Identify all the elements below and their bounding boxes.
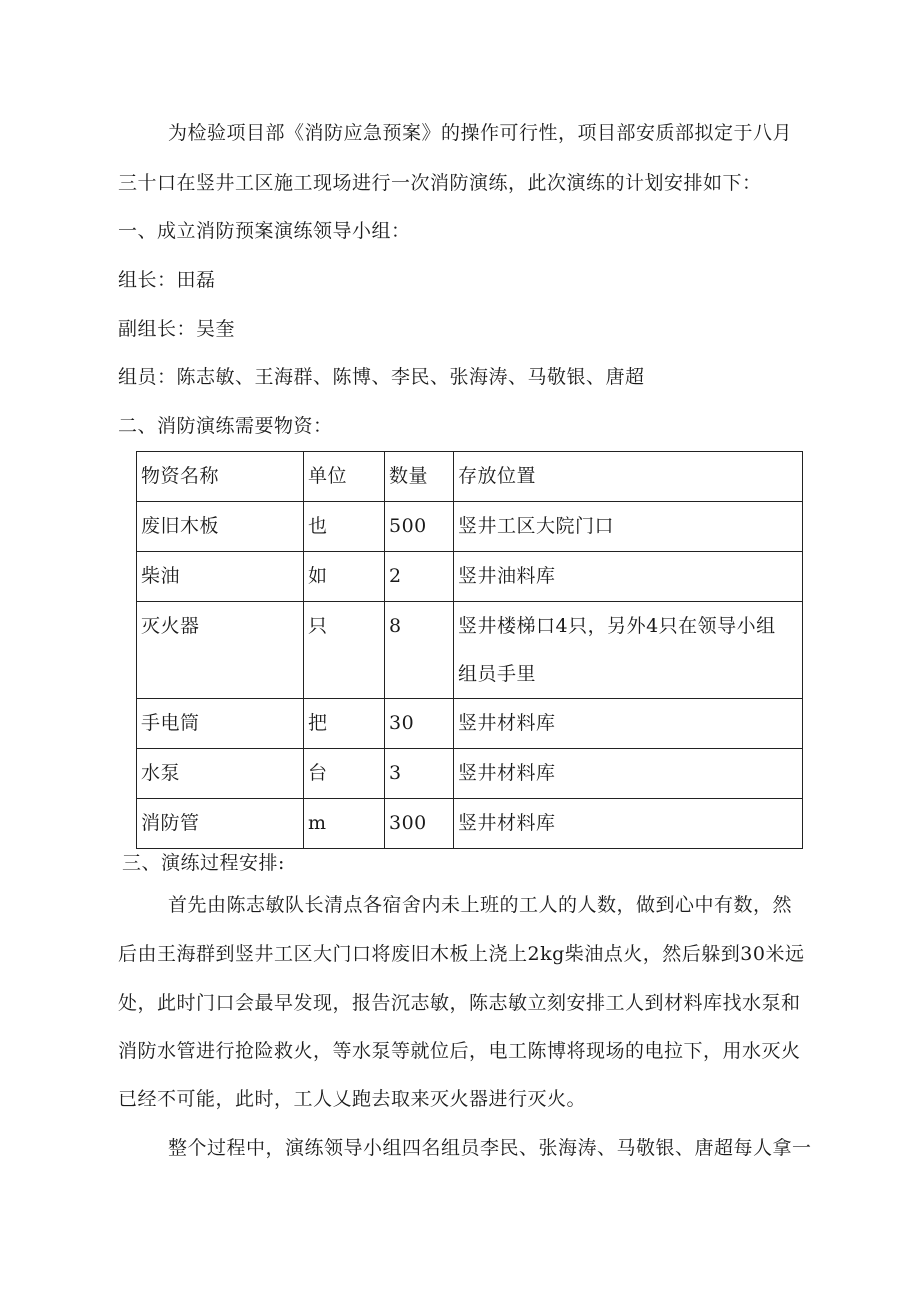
paragraph-line: 处，此时门口会最早发现，报告沉志敏，陈志敏立刻安排工人到材料库找水泵和: [118, 992, 801, 1014]
intro-line-1: 为检验项目部《消防应急预案》的操作可行性，项目部安质部拟定于八月: [168, 122, 793, 144]
paragraph-line: 消防水管进行抢险救火，等水泵等就位后，电工陈博将现场的电拉下，用水灭火: [118, 1040, 801, 1062]
cell-qty: 8: [385, 602, 454, 699]
section-1-heading: 一、成立消防预案演练领导小组：: [118, 220, 411, 242]
paragraph-line: 后由王海群到竖井工区大门口将废旧木板上浇上2kg柴油点火，然后躲到30米远: [118, 943, 805, 965]
cell-qty: 300: [385, 799, 454, 849]
cell-qty: 30: [385, 699, 454, 749]
leader-line: 组长：田磊: [118, 269, 216, 291]
cell-unit: m: [304, 799, 385, 849]
cell-unit: 只: [304, 602, 385, 699]
header-cell-qty: 数量: [385, 452, 454, 502]
cell-unit: 把: [304, 699, 385, 749]
cell-location: 竖井材料库: [454, 799, 803, 849]
cell-name: 消防管: [137, 799, 304, 849]
header-cell-unit: 单位: [304, 452, 385, 502]
paragraph-line: 已经不可能，此时，工人乂跑去取来灭火器进行灭火。: [118, 1088, 587, 1110]
table-row: [137, 749, 803, 799]
materials-table: [136, 451, 803, 849]
cell-qty: 2: [385, 552, 454, 602]
cell-name: 柴油: [137, 552, 304, 602]
cell-location: 竖井工区大院门口: [454, 502, 803, 552]
cell-location: 竖井楼梯口4只，另外4只在领导小组组员手里: [454, 602, 803, 699]
cell-qty: 3: [385, 749, 454, 799]
table-row: [137, 799, 803, 849]
intro-line-2: 三十口在竖井工区施工现场进行一次消防演练，此次演练的计划安排如下：: [118, 172, 762, 194]
table-header-row: [137, 452, 803, 502]
cell-location: 竖井油料库: [454, 552, 803, 602]
table-row: [137, 699, 803, 749]
cell-unit: 台: [304, 749, 385, 799]
paragraph-line: 整个过程中，演练领导小组四名组员李民、张海涛、马敬银、唐超每人拿一: [168, 1137, 812, 1159]
table-row: [137, 602, 803, 699]
cell-name: 废旧木板: [137, 502, 304, 552]
cell-location: 竖井材料库: [454, 749, 803, 799]
deputy-leader-line: 副组长：吴奎: [118, 318, 236, 340]
cell-name: 灭火器: [137, 602, 304, 699]
paragraph-line: 首先由陈志敏队长清点各宿舍内未上班的工人的人数，做到心中有数，然: [168, 894, 793, 916]
table-row: [137, 502, 803, 552]
section-3-heading: 三、演练过程安排:: [122, 852, 285, 874]
table-row: [137, 552, 803, 602]
cell-unit: 如: [304, 552, 385, 602]
cell-qty: 500: [385, 502, 454, 552]
cell-name: 手电筒: [137, 699, 304, 749]
members-line: 组员：陈志敏、王海群、陈博、李民、张海涛、马敬银、唐超: [118, 366, 645, 388]
cell-unit: 也: [304, 502, 385, 552]
header-cell-name: 物资名称: [137, 452, 304, 502]
cell-name: 水泵: [137, 749, 304, 799]
header-cell-location: 存放位置: [454, 452, 803, 502]
cell-location: 竖井材料库: [454, 699, 803, 749]
section-2-heading: 二、消防演练需要物资：: [118, 415, 333, 437]
